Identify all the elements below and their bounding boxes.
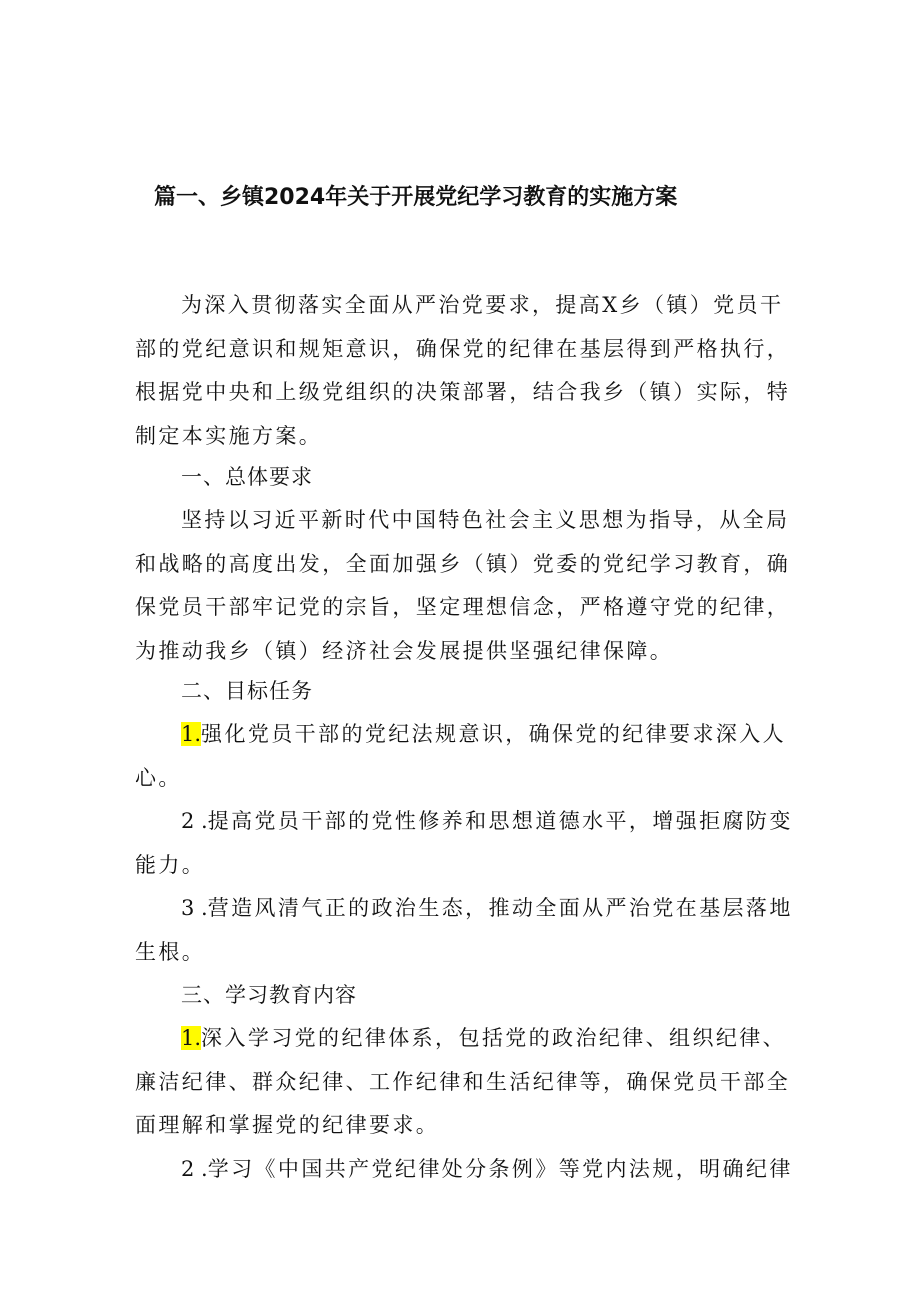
section-heading-learning-content: 三、学习教育内容: [181, 983, 357, 1007]
section-heading-general-requirements: 一、总体要求: [181, 465, 313, 489]
content-item-1-number: 1.: [181, 1026, 202, 1050]
content-item-1: [135, 1017, 795, 1148]
content-item-2-number: 2 .: [181, 1157, 208, 1181]
document-title: 篇一、乡镇2024年关于开展党纪学习教育的实施方案: [154, 185, 678, 210]
goal-item-2-number: 2 .: [181, 809, 208, 833]
content-item-1-text: 深入学习党的纪律体系，包括党的政治纪律、组织纪律、廉洁纪律、群众纪律、工作纪律和生活纪律等，确保党员干部全面理解和掌握党的纪律要求。: [135, 1026, 791, 1137]
goal-item-1-text: 强化党员干部的党纪法规意识，确保党的纪律要求深入人心。: [135, 722, 787, 790]
content-item-2-text: 学习《中国共产党纪律处分条例》等党内法规，明确纪律: [207, 1157, 793, 1181]
goal-item-2-text: 提高党员干部的党性修养和思想道德水平，增强拒腐防变能力。: [135, 809, 793, 877]
content-item-2: [135, 1148, 795, 1192]
intro-paragraph: 为深入贯彻落实全面从严治党要求，提高X乡（镇）党员干部的党纪意识和规矩意识，确保党的纪律在基层得到严格执行，根据党中央和上级党组织的决策部署，结合我乡（镇）实际，特制定本实施方案。: [135, 293, 791, 448]
section-heading-goals: 二、目标任务: [181, 679, 313, 703]
goal-item-3-number: 3 .: [181, 896, 208, 920]
goal-item-3: [135, 887, 795, 974]
goal-item-1: [135, 713, 795, 800]
goal-item-2: [135, 800, 795, 887]
general-requirements-paragraph: 坚持以习近平新时代中国特色社会主义思想为指导，从全局和战略的高度出发，全面加强乡（镇）党委的党纪学习教育，确保党员干部牢记党的宗旨，坚定理想信念，严格遵守党的纪律，为推动我乡（镇）经济社会发展提供坚强纪律保障。: [135, 508, 791, 663]
goal-item-3-text: 营造风清气正的政治生态，推动全面从严治党在基层落地生根。: [135, 896, 793, 964]
goal-item-1-number: 1.: [181, 722, 202, 746]
